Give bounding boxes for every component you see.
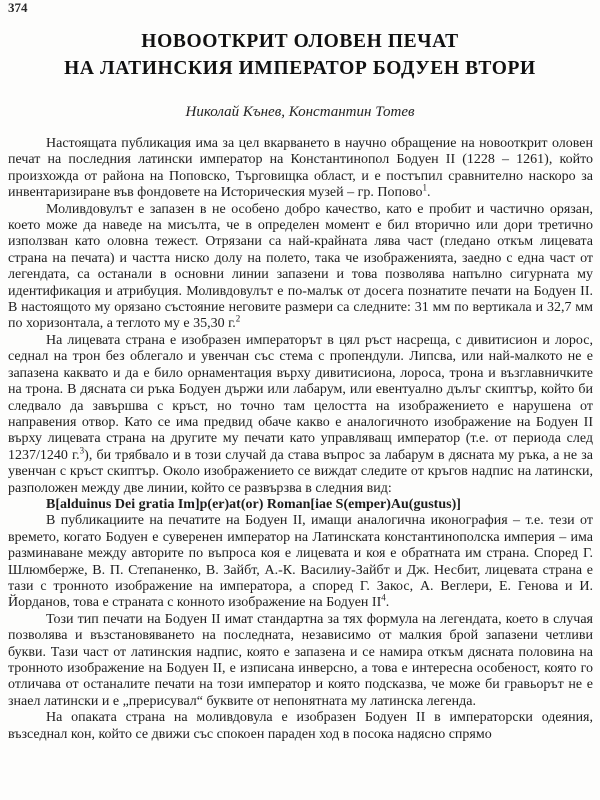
page-number: 374 — [8, 0, 28, 15]
text-segment: Моливдовулът е запазен в не особено добро качество, като е пробит и частично орязан, което може да наведе на мисълта, че в определен момент е бил вторично или дори третично използван като оловна тежест. Отрязани са най-крайната лява част (гледано откъм лицевата страна на печата) и частта ниско долу на полето, така че изображенията, заедно с една част от легендата, са останали в основни линии запазени и това позволява напълно сигурната му идентификация и атрибуция. Моливдовулът е по-малък от досега познатите печати на Бодуен II. В настоящото му орязано състояние неговите размери са следните: 31 мм по вертикала и 32,7 мм по хоризонтала, а теглото му е 35,30 г. — [8, 201, 593, 332]
text-segment: В публикациите на печатите на Бодуен II, имащи аналогична иконография – т.е. тези от времето, когато Бодуен е суверенен император на Латинската константинополска империя – има разминаване между авторите по въпроса коя е лицевата и коя е обратната им страна. Според Г. Шлюмберже, В. П. Степаненко, В. Зайбт, А.-К. Василиу-Зайбт и Дж. Несбит, лицевата страна е тази с тронното изображение на императора, а според Г. Закос, А. Веглери, Е. Генова и И. Йорданов, това е страната с конното изображение на Бодуен II — [8, 513, 593, 611]
text-segment: Този тип печати на Бодуен II имат стандартна за тях формула на легендата, което в случая позволява и възстановяването на последната, независимо от малкия брой запазени четливи букви. Тази част от латинския надпис, която е запазена и се намира откъм дясната половина на тронното изображение на Бодуен II, е изписана инверсно, а това е интересна особеност, която го отличава от останалите печати на този император и която подсказва, че може би гравьорът не е знаел латински и е „прерисувал“ буквите от непонятната му латинска легенда. — [8, 611, 593, 709]
footnote-marker: 4 — [381, 592, 386, 603]
text-segment: На лицевата страна е изобразен императорът в цял ръст насреща, с дивитисион и лорос, седнал на трон без облегало и увенчан със стема с пропендули. Липсва, или най-малкото не е запазена каквато и да е било орнаментация върху дивитисиона, лороса, трона и възглавничките на трона. В дясната си ръка Бодуен държи или лабарум, или евентуално дълъг скиптър, който би следвало да завършва с кръст, но точно там целостта на изображението е нарушена от направения отвор. Като се има предвид обаче какво е аналогичното изображение на Бодуен II върху лицевата страна на другите му печати като управляващ император (т.е. от периода след 1237/1240 г. — [8, 332, 593, 463]
text-segment: ), би трябвало и в този случай да става въпрос за лабарум в дясната му ръка, а не за увенчан с кръст скиптър. Около изображението се виждат следите от кръгов надпис на латински, разположен между две линии, който се развързва в следния вид: — [8, 447, 593, 496]
body-paragraph — [8, 513, 593, 611]
text-segment: . — [427, 185, 431, 201]
text-segment: B[alduinus Dei gratia Im]p(er)at(or) Roman[iae S(emper)Au(gustus)] — [46, 496, 461, 512]
footnote-marker: 2 — [235, 313, 241, 324]
text-segment: Настоящата публикация има за цел вкарването в научно обращение на новооткрит оловен печат на последния латински император на Константинопол Бодуен II (1228 – 1261), който произхожда от района на Поповско, Търговищка област, и е постъпил сравнително наскоро за инвентаризиране във фондовете на Историческия музей – гр. Попово — [8, 136, 593, 201]
title-line-1: НОВООТКРИТ ОЛОВЕН ПЕЧАТ — [141, 31, 459, 52]
article-title — [10, 29, 590, 82]
footnote-marker: 3 — [79, 445, 85, 456]
body-paragraph — [8, 202, 593, 333]
title-line-2: НА ЛАТИНСКИЯ ИМПЕРАТОР БОДУЕН ВТОРИ — [64, 57, 536, 79]
body-paragraph — [8, 333, 593, 497]
article-body — [8, 136, 593, 743]
text-segment: . — [385, 595, 390, 611]
body-paragraph — [8, 136, 593, 202]
authors-line: Николай Кънев, Константин Тотев — [185, 104, 415, 120]
body-paragraph — [8, 612, 593, 710]
footnote-marker: 1 — [422, 182, 427, 193]
seal-legend-line — [8, 497, 593, 513]
text-segment: На опаката страна на моливдовула е изобразен Бодуен II в императорски одеяния, възседнал кон, който се движи със спокоен параден ход в посока надясно спрямо — [8, 710, 593, 742]
body-paragraph — [8, 710, 593, 743]
